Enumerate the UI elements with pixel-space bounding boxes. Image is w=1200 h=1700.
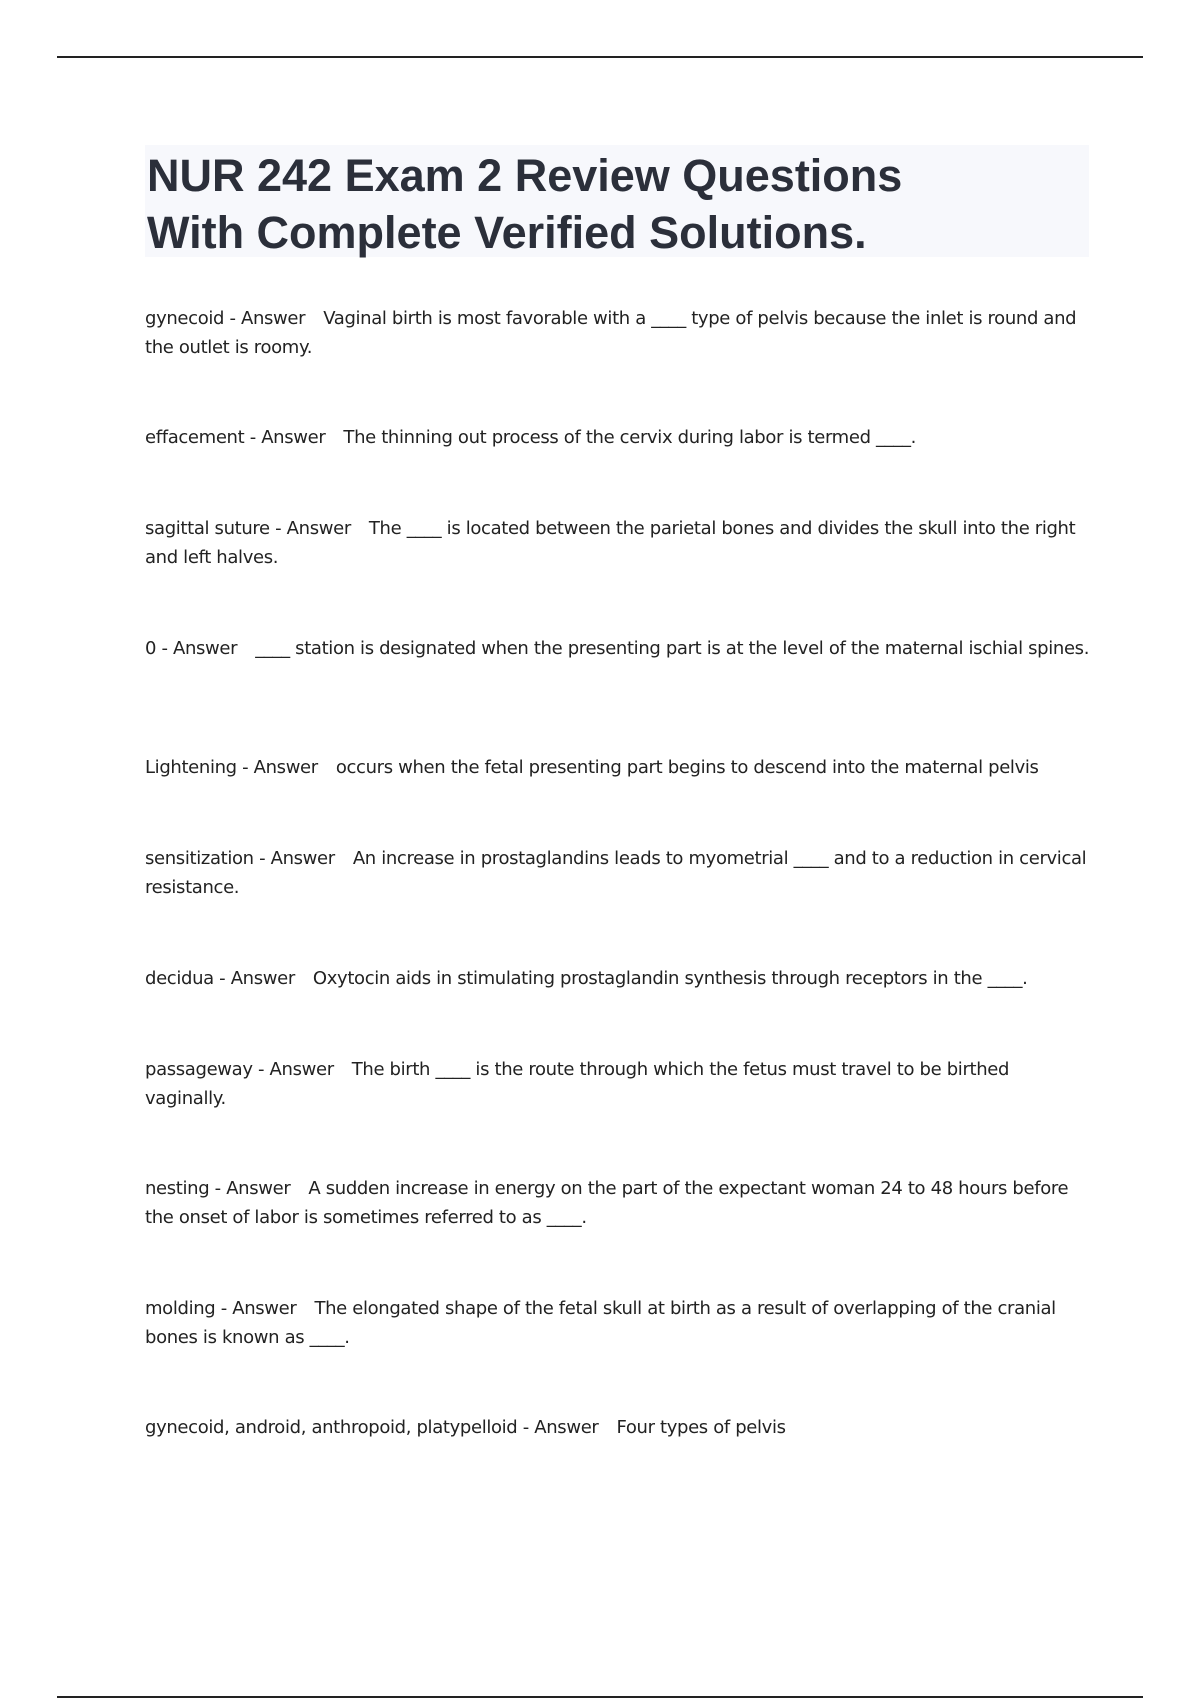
qa-definition: Four types of pelvis: [616, 1417, 786, 1438]
answer-label: - Answer: [156, 638, 238, 659]
qa-definition: Vaginal birth is most favorable with a ____ type of pelvis because the inlet is round and the outlet is roomy.: [145, 308, 1077, 358]
qa-definition: An increase in prostaglandins leads to myometrial ____ and to a reduction in cervical resistance.: [145, 848, 1087, 898]
qa-item: [145, 634, 1090, 663]
qa-term: molding: [145, 1298, 216, 1319]
qa-definition: occurs when the fetal presenting part begins to descend into the maternal pelvis: [335, 757, 1039, 778]
qa-item: [145, 1294, 1090, 1352]
answer-label: - Answer: [236, 757, 318, 778]
qa-definition: The thinning out process of the cervix during labor is termed ____.: [343, 427, 917, 448]
qa-item: [145, 304, 1090, 362]
bottom-divider: [57, 1696, 1143, 1698]
qa-term: gynecoid: [145, 308, 225, 329]
qa-definition: ____ station is designated when the presenting part is at the level of the maternal ischial spines.: [255, 638, 1090, 659]
answer-label: - Answer: [253, 848, 335, 869]
top-divider: [57, 56, 1143, 58]
document-title: NUR 242 Exam 2 Review Questions With Complete Verified Solutions.: [147, 150, 903, 258]
answer-label: - Answer: [244, 427, 326, 448]
qa-term: decidua: [145, 968, 214, 989]
qa-term: effacement: [145, 427, 245, 448]
qa-definition: The ____ is located between the parietal bones and divides the skull into the right and left halves.: [145, 518, 1076, 568]
answer-label: - Answer: [252, 1059, 334, 1080]
qa-definition: Oxytocin aids in stimulating prostaglandin synthesis through receptors in the ____.: [312, 968, 1028, 989]
answer-label: - Answer: [213, 968, 295, 989]
answer-label: - Answer: [269, 518, 351, 539]
qa-item: [145, 844, 1090, 902]
qa-definition: A sudden increase in energy on the part of the expectant woman 24 to 48 hours before the onset of labor is sometimes referred to as ____.: [145, 1178, 1069, 1228]
qa-term: sagittal suture: [145, 518, 270, 539]
qa-item: [145, 964, 1090, 993]
qa-item: [145, 753, 1090, 782]
qa-term: Lightening: [145, 757, 237, 778]
qa-term: gynecoid, android, anthropoid, platypelloid: [145, 1417, 518, 1438]
answer-label: - Answer: [517, 1417, 599, 1438]
qa-term: 0: [145, 638, 157, 659]
qa-definition: The birth ____ is the route through which the fetus must travel to be birthed vaginally.: [145, 1059, 1010, 1109]
qa-item: [145, 1174, 1090, 1232]
qa-term: nesting: [145, 1178, 210, 1199]
title-banner: [145, 145, 1089, 257]
qa-item: [145, 1055, 1090, 1113]
answer-label: - Answer: [224, 308, 306, 329]
qa-item: [145, 423, 1090, 452]
answer-label: - Answer: [209, 1178, 291, 1199]
qa-item: [145, 514, 1090, 572]
qa-item: [145, 1413, 1090, 1442]
qa-definition: The elongated shape of the fetal skull at birth as a result of overlapping of the cranial bones is known as ____.: [145, 1298, 1056, 1348]
answer-label: - Answer: [215, 1298, 297, 1319]
qa-term: sensitization: [145, 848, 254, 869]
qa-term: passageway: [145, 1059, 253, 1080]
